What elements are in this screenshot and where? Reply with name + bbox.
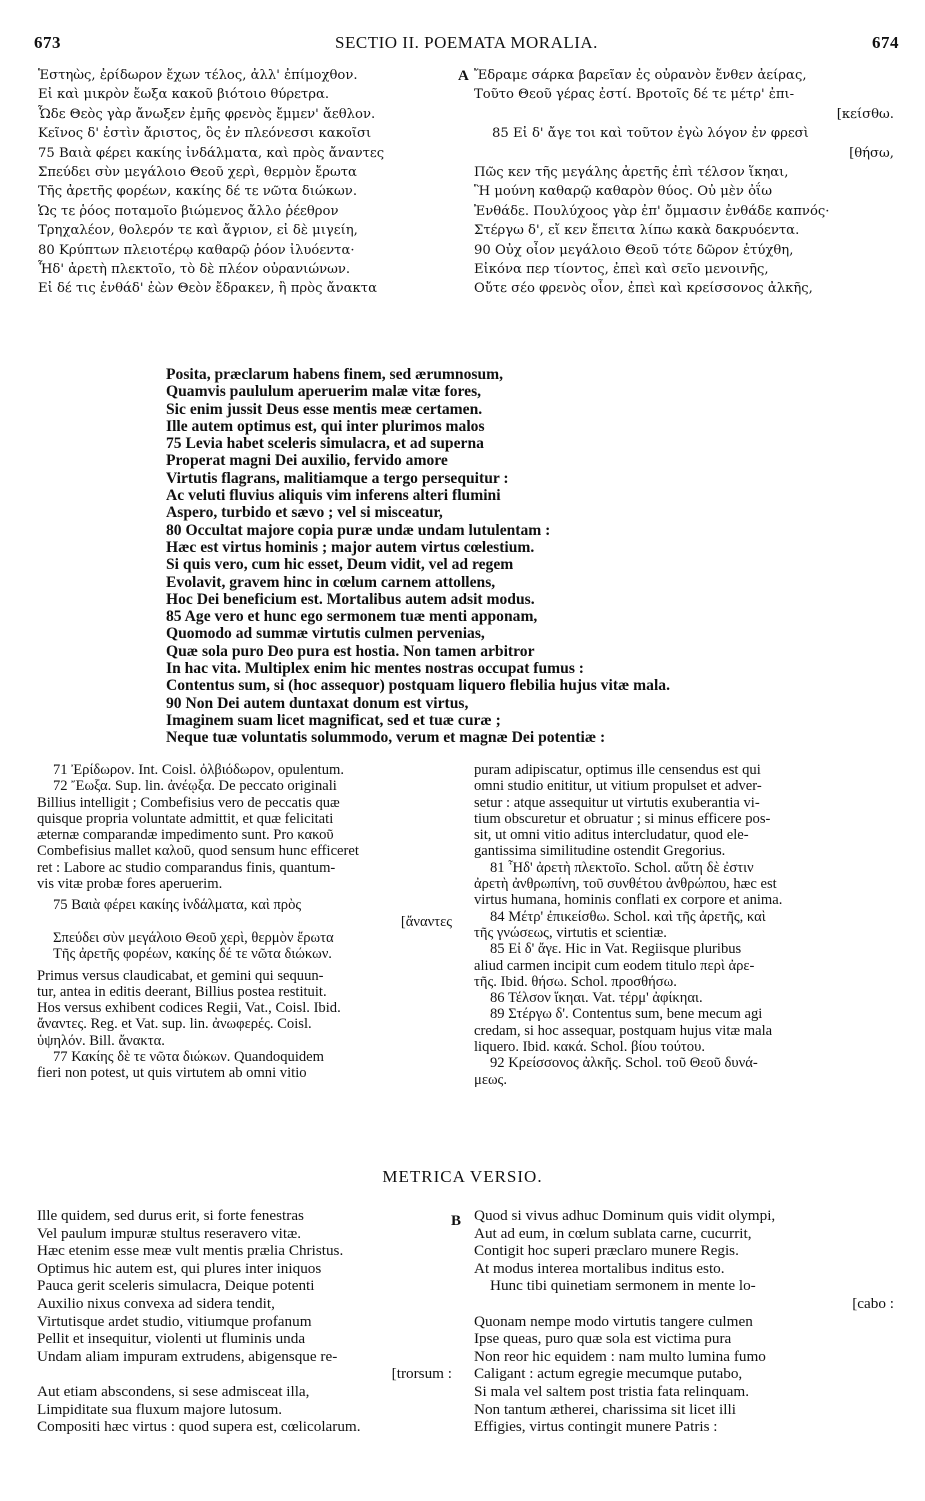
note-line: ὑψηλόν. Bill. ἄνακτα. bbox=[37, 1032, 165, 1049]
greek-line: Κεῖνος δ' ἐστὶν ἄριστος, ὃς ἐν πλεόνεσσι κακοῖσι bbox=[38, 126, 372, 142]
note-line: ret : Labore ac studio comparandus finis, quantum- bbox=[37, 859, 336, 876]
note-line: Τῆς ἀρετῆς φορέων, κακίης δέ τε νῶτα διώκων. bbox=[53, 946, 332, 963]
running-header bbox=[34, 33, 899, 59]
notes-left bbox=[37, 762, 452, 1082]
verse-line: Caligant : actum egregie mecumque putabo, bbox=[474, 1365, 743, 1383]
latin-translation bbox=[166, 366, 766, 747]
note-line: Σπεύδει σὺν μεγάλοιο Θεοῦ χερὶ, θερμὸν ἔρωτα bbox=[53, 929, 334, 946]
greek-line: Ὧδε Θεὸς γὰρ ἄνωξεν ἐμῆς φρενὸς ἔμμεν' ἄεθλον. bbox=[38, 106, 376, 122]
note-line: Hos versus exhibent codices Regii, Vat., Coisl. Ibid. bbox=[37, 1000, 341, 1017]
greek-text-left bbox=[38, 66, 450, 299]
running-title: SECTIO II. POEMATA MORALIA. bbox=[335, 33, 598, 52]
note-line: 92 Κρείσσονος ἀλκῆς. Schol. τοῦ Θεοῦ δυνά- bbox=[490, 1055, 758, 1072]
latin-line: Si quis vero, cum hic esset, Deum vidit, vel ad regem bbox=[166, 556, 514, 574]
note-line: Combefisius mallet καλοῦ, quod sensum hunc efficeret bbox=[37, 843, 359, 860]
latin-line: Imaginem suam licet magnificat, sed et tuæ curæ ; bbox=[166, 711, 501, 729]
metrica-right bbox=[474, 1207, 894, 1436]
verse-line: Quod si vivus adhuc Dominum quis vidit olympi, bbox=[474, 1207, 776, 1224]
note-line: μεως. bbox=[474, 1071, 507, 1088]
note-line: omni studio enititur, ut vitium propulset et adver- bbox=[474, 778, 762, 795]
metrica-left bbox=[37, 1207, 452, 1436]
note-line: Billius intelligit ; Combefisius vero de peccatis quæ bbox=[37, 794, 340, 811]
latin-line: Hæc est virtus hominis ; major autem virtus cœlestium. bbox=[166, 538, 535, 556]
greek-line: Τῆς ἀρετῆς φορέων, κακίης δέ τε νῶτα διώκων. bbox=[38, 184, 358, 200]
verse-line: Pellit et insequitur, violenti ut fluminis unda bbox=[37, 1330, 306, 1348]
note-line: liquero. Ibid. κακά. Schol. βίου τούτου. bbox=[474, 1039, 705, 1056]
note-line: setur : atque assequitur ut virtutis exuberantia vi- bbox=[474, 794, 760, 811]
greek-line: Σπεύδει σὺν μεγάλοιο Θεοῦ χερὶ, θερμὸν ἔρωτα bbox=[38, 165, 357, 181]
verse-line: Non tantum ætherei, charissima sit licet illi bbox=[474, 1400, 736, 1418]
verse-line: Ille quidem, sed durus erit, si forte fenestras bbox=[37, 1207, 304, 1224]
verse-line: Limpiditate sua fluxum majore lutosum. bbox=[37, 1400, 283, 1418]
note-line: æternæ comparandæ impedimento sunt. Pro κακοῦ bbox=[37, 827, 334, 844]
verse-line: Si mala vel saltem post tristia fata relinquam. bbox=[474, 1382, 749, 1400]
note-line: 77 Κακίης δὲ τε νῶτα διώκων. Quandoquidem bbox=[53, 1049, 324, 1066]
note-line: credam, si hoc assequar, postquam hujus vitæ mala bbox=[474, 1022, 773, 1039]
page-number-left: 673 bbox=[34, 33, 61, 52]
column-marker-a: A bbox=[458, 68, 469, 84]
latin-line: 75 Levia habet sceleris simulacra, et ad superna bbox=[166, 435, 484, 453]
greek-line: [κείσθω. bbox=[836, 106, 894, 122]
greek-line: 80 Κρύπτων πλειοτέρῳ καθαρῷ ῥόον ἰλυόεντα· bbox=[38, 242, 355, 258]
greek-line: Πῶς κεν τῆς μεγάλης ἀρετῆς ἐπὶ τέλσον ἵκηαι, bbox=[474, 165, 789, 181]
greek-line: Εἰ καὶ μικρὸν ἔωξα κακοῦ βιότοιο θύρετρα. bbox=[38, 87, 330, 103]
note-line: tium obscuretur et obruatur ; si minus efficere pos- bbox=[474, 810, 771, 827]
greek-line: 90 Οὐχ οἶον μεγάλοιο Θεοῦ τότε δῶρον ἐτύχθη, bbox=[474, 242, 794, 258]
note-line: 81 Ἧδ' ἀρετὴ πλεκτοῖο. Schol. αὕτη δὲ ἐστιν bbox=[490, 859, 754, 876]
verse-line: Effigies, virtus contingit munere Patris : bbox=[474, 1418, 718, 1436]
verse-line: Pauca gerit sceleris simulacra, Deique potenti bbox=[37, 1277, 315, 1295]
verse-line: Compositi hæc virtus : quod supera est, cœlicolarum. bbox=[37, 1418, 361, 1436]
verse-line: Virtutisque ardet studio, vitiumque profanum bbox=[37, 1312, 312, 1330]
notes-right bbox=[474, 762, 894, 1088]
note-line: fieri non potest, ut quis virtutem ab omni vitio bbox=[37, 1065, 307, 1082]
note-line: sit, ut omni vitio aditus intercludatur, quod ele- bbox=[474, 827, 749, 844]
verse-line: Hunc tibi quinetiam sermonem in mente lo- bbox=[490, 1277, 756, 1295]
verse-line: Aut ad eum, in cœlum sublata carne, cucurrit, bbox=[474, 1224, 752, 1242]
greek-line: Ἧδ' ἀρετὴ πλεκτοῖο, τὸ δὲ πλέον οὐρανιώνων. bbox=[38, 262, 351, 278]
column-marker-b: B bbox=[451, 1213, 462, 1229]
verse-line: Optimus hic autem est, qui plures inter iniquos bbox=[37, 1259, 322, 1277]
greek-text-right bbox=[474, 66, 894, 299]
latin-line: 85 Age vero et hunc ego sermonem tuæ menti apponam, bbox=[166, 608, 538, 626]
note-line: gantissima similitudine ostendit Gregorius. bbox=[474, 843, 726, 860]
greek-line: Οὔτε σέο φρενὸς οἶον, ἐπεὶ καὶ κρείσσονος ἀλκῆς, bbox=[474, 281, 813, 297]
verse-line: Ipse queas, puro quæ sola est victima pura bbox=[474, 1330, 732, 1348]
latin-line: Contentus sum, si (hoc assequor) postquam liquero flebilia hujus vitæ mala. bbox=[166, 677, 670, 695]
latin-line: Posita, præclarum habens finem, sed ærumnosum, bbox=[166, 366, 504, 383]
greek-line: Ἐνθάδε. Πουλύχοος γὰρ ἐπ' ὄμμασιν ἐνθάδε καπνός· bbox=[474, 203, 830, 219]
section-title: METRICA VERSIO. bbox=[382, 1167, 543, 1186]
note-line: ἀρετὴ ἀνθρωπίνη, τοῦ συνθέτου ἀνθρώπου, hæc est bbox=[474, 876, 777, 893]
greek-line: Ἑστηὼς, ἐρίδωρον ἔχων τέλος, ἀλλ' ἐπίμοχθον. bbox=[38, 68, 358, 83]
note-line: τῆς. Ibid. θήσω. Schol. προσθήσω. bbox=[474, 973, 677, 990]
note-line: 85 Εἰ δ' ἄγε. Hic in Vat. Regiisque pluribus bbox=[490, 941, 742, 958]
greek-line: 85 Εἰ δ' ἄγε τοι καὶ τοῦτον ἐγὼ λόγον ἐν φρεσὶ bbox=[492, 126, 809, 142]
note-line: vis vitæ probæ fores aperuerim. bbox=[37, 876, 223, 893]
latin-line: 80 Occultat majore copia puræ undæ undam lutulentam : bbox=[166, 521, 551, 539]
verse-line: Aut etiam abscondens, si sese admisceat illa, bbox=[37, 1382, 310, 1400]
greek-line: [θήσω, bbox=[849, 145, 894, 161]
verse-line: At modus interea mortalibus inditus esto. bbox=[474, 1259, 725, 1277]
latin-line: Evolavit, gravem hinc in cœlum carnem attollens, bbox=[166, 573, 496, 591]
latin-line: Aspero, turbido et sævo ; vel si misceatur, bbox=[166, 504, 443, 522]
latin-line: Properat magni Dei auxilio, fervido amore bbox=[166, 452, 448, 470]
verse-line: [cabo : bbox=[852, 1294, 894, 1312]
greek-line: Εἰκόνα περ τίοντος, ἐπεὶ καὶ σεῖο μενοινῆς, bbox=[474, 262, 769, 278]
page-number-right: 674 bbox=[872, 33, 899, 52]
greek-line: Τρηχαλέον, θολερόν τε καὶ ἄγριον, εἰ δὲ μιγείη, bbox=[38, 223, 358, 239]
latin-line: Sic enim jussit Deus esse mentis meæ certamen. bbox=[166, 400, 483, 418]
note-line: 71 Ἐρίδωρον. Int. Coisl. ὀλβιόδωρον, opulentum. bbox=[53, 762, 344, 778]
note-line: 86 Τέλσον ἵκηαι. Vat. τέρμ' ἀφίκηαι. bbox=[490, 990, 703, 1007]
verse-line: [trorsum : bbox=[391, 1365, 452, 1383]
latin-line: Quæ sola puro Deo pura est hostia. Non tamen arbitror bbox=[166, 642, 535, 660]
note-line: 72 Ἔωξα. Sup. lin. ἀνέῳξα. De peccato originali bbox=[53, 778, 337, 795]
note-line: virtus humana, hominis conflati ex corpore et anima. bbox=[474, 892, 783, 909]
greek-line: Εἰ δέ τις ἐνθάδ' ἐὼν Θεὸν ἔδρακεν, ἢ πρὸς ἄνακτα bbox=[38, 281, 377, 297]
verse-line: Quonam nempe modo virtutis tangere culmen bbox=[474, 1312, 753, 1330]
note-line: ἄναντες. Reg. et Vat. sup. lin. ἀνωφερές. Coisl. bbox=[37, 1016, 312, 1033]
latin-line: Hoc Dei beneficium est. Mortalibus autem adsit modus. bbox=[166, 590, 535, 608]
verse-line: Auxilio nixus convexa ad sidera tendit, bbox=[37, 1294, 275, 1312]
greek-line: 75 Βαιὰ φέρει κακίης ἰνδάλματα, καὶ πρὸς ἄναντες bbox=[38, 145, 385, 161]
note-line: τῆς γνώσεως, virtutis et scientiæ. bbox=[474, 924, 667, 941]
note-line: aliud carmen incipit cum eodem titulo περὶ ἀρε- bbox=[474, 957, 755, 974]
verse-line: Vel paulum impuræ stultus reseravero vitæ. bbox=[37, 1224, 302, 1242]
greek-line: Ὡς τε ῥόος ποταμοῖο βιώμενος ἄλλο ῥέεθρον bbox=[38, 203, 339, 219]
latin-line: Virtutis flagrans, malitiamque a tergo persequitur : bbox=[166, 469, 509, 487]
verse-line: Undam aliam impuram extrudens, abigensque re- bbox=[37, 1347, 338, 1365]
latin-line: Ille autem optimus est, qui inter plurimos malos bbox=[166, 417, 485, 435]
note-line: [ἄναντες bbox=[400, 913, 452, 930]
verse-line: Contigit hoc superi præclaro munere Regis. bbox=[474, 1242, 739, 1260]
note-line: 89 Στέργω δ'. Contentus sum, bene mecum agi bbox=[490, 1006, 763, 1023]
latin-line: Quamvis paululum aperuerim malæ vitæ fores, bbox=[166, 383, 482, 401]
latin-line: Quomodo ad summæ virtutis culmen pervenias, bbox=[166, 625, 485, 643]
note-line: 75 Βαιὰ φέρει κακίης ἰνδάλματα, καὶ πρὸς bbox=[53, 897, 302, 914]
note-line: puram adipiscatur, optimus ille censendus est qui bbox=[474, 762, 761, 778]
greek-line: Στέργω δ', εἴ κεν ἔπειτα λίπω κακὰ δακρυόεντα. bbox=[474, 223, 800, 239]
latin-line: Ac veluti fluvius aliquis vim inferens alteri flumini bbox=[166, 487, 501, 505]
latin-line: In hac vita. Multiplex enim hic mentes nostras occupat fumus : bbox=[166, 660, 584, 678]
verse-line: Non reor hic equidem : nam multo lumina fumo bbox=[474, 1347, 766, 1365]
greek-line: Ἔδραμε σάρκα βαρεῖαν ἐς οὐρανὸν ἔνθεν ἀείρας, bbox=[474, 68, 807, 83]
note-line: Primus versus claudicabat, et gemini qui sequun- bbox=[37, 967, 324, 984]
greek-line: Ἣ μούνη καθαρῷ καθαρὸν θύος. Οὐ μὲν ὀΐω bbox=[474, 184, 772, 200]
greek-line: Τοῦτο Θεοῦ γέρας ἐστί. Βροτοῖς δέ τε μέτρ' ἐπι- bbox=[474, 87, 795, 103]
verse-line: Hæc etenim esse meæ vult mentis prælia Christus. bbox=[37, 1242, 344, 1260]
note-line: quisque propria voluntate admittit, et quæ felicitati bbox=[37, 810, 334, 827]
latin-line: Neque tuæ voluntatis solummodo, verum et magnæ Dei potentiæ : bbox=[166, 729, 606, 747]
latin-line: 90 Non Dei autem duntaxat donum est virtus, bbox=[166, 694, 469, 712]
note-line: tur, antea in editis deerant, Billius postea restituit. bbox=[37, 983, 327, 1000]
note-line: 84 Μέτρ' ἐπικείσθω. Schol. καὶ τῆς ἀρετῆς, καὶ bbox=[490, 908, 766, 925]
